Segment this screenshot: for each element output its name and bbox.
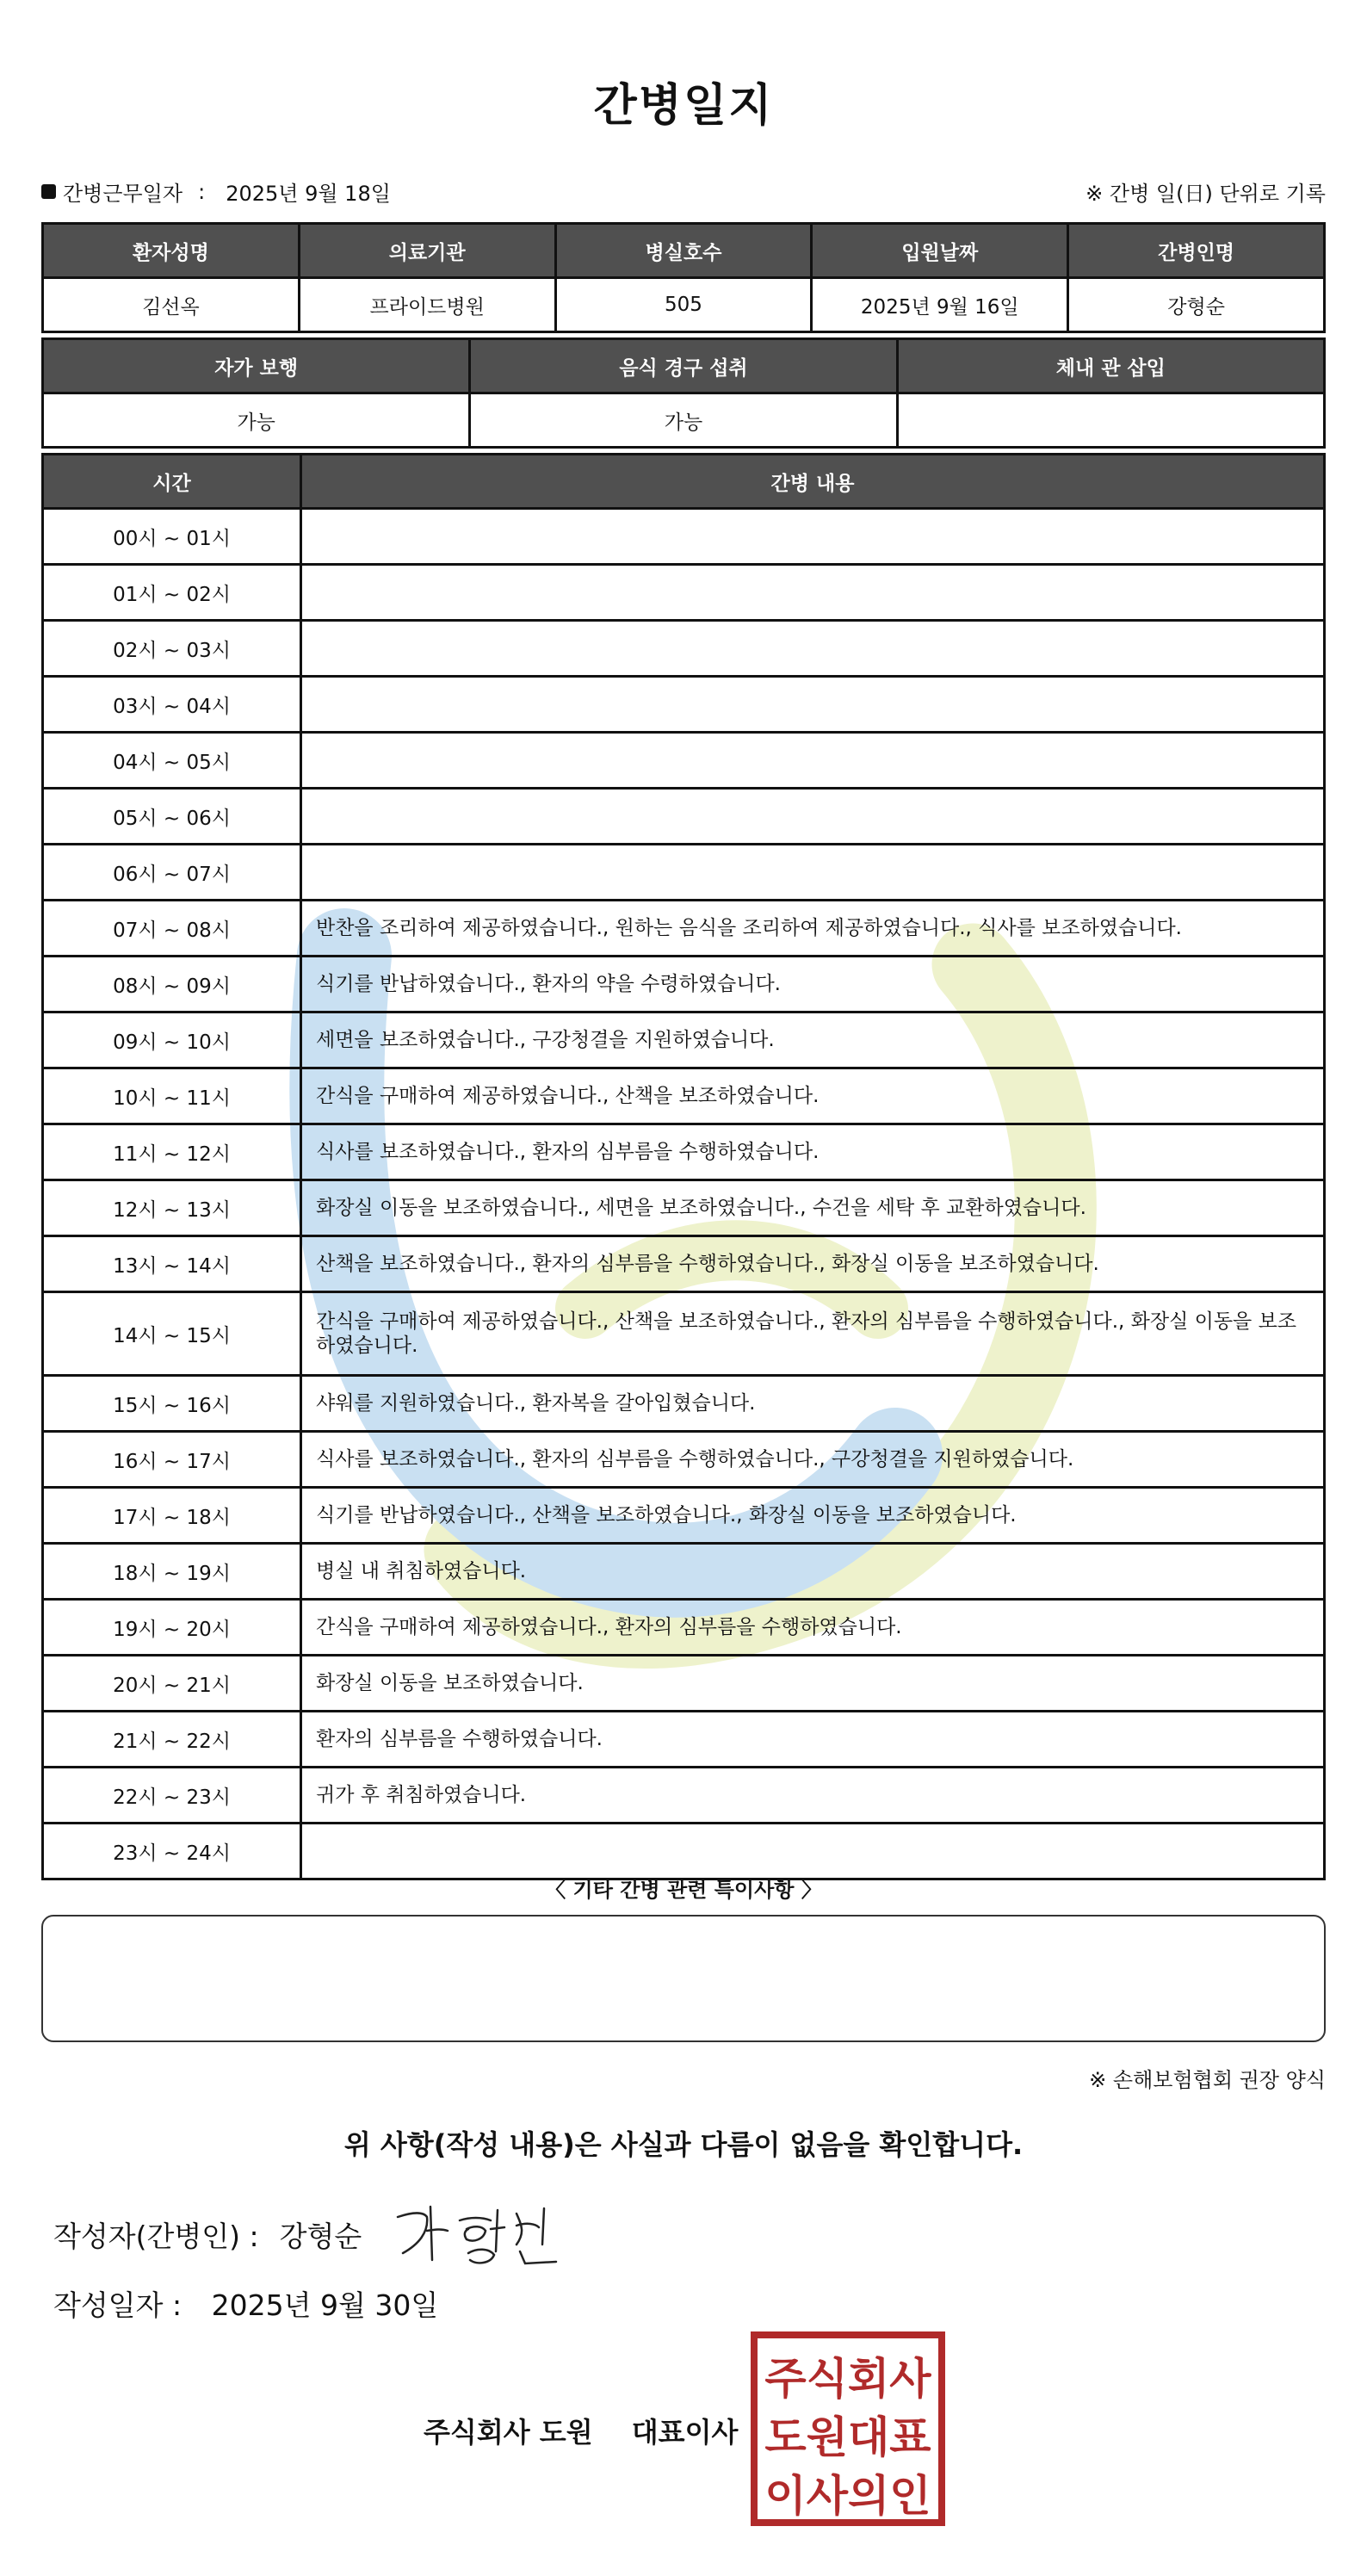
table-row <box>43 1488 1325 1544</box>
log-time: 14시 ~ 15시 <box>43 1292 301 1376</box>
log-content <box>301 733 1325 789</box>
log-content: 산책을 보조하였습니다., 환자의 심부름을 수행하였습니다., 화장실 이동을 보조하였습니다. <box>301 1236 1325 1292</box>
table-row <box>43 845 1325 901</box>
log-content: 간식을 구매하여 제공하였습니다., 산책을 보조하였습니다., 환자의 심부름을 수행하였습니다., 화장실 이동을 보조하였습니다. <box>301 1292 1325 1376</box>
table-row <box>43 1124 1325 1180</box>
work-date-colon: : <box>198 179 206 204</box>
table-row <box>43 565 1325 621</box>
hospital-value: 프라이드병원 <box>299 278 555 332</box>
table-row <box>43 1544 1325 1600</box>
patient-status-value-row <box>43 393 1325 448</box>
table-row <box>43 1180 1325 1236</box>
log-content <box>301 789 1325 845</box>
log-time: 01시 ~ 02시 <box>43 565 301 621</box>
table-row <box>43 1600 1325 1656</box>
table-row <box>43 509 1325 565</box>
notes-title: 〈 기타 간병 관련 특이사항 〉 <box>545 1878 822 1902</box>
square-bullet-icon <box>41 184 56 199</box>
table-row <box>43 1656 1325 1712</box>
header-hospital: 의료기관 <box>299 224 555 278</box>
patient-status-table <box>41 337 1326 449</box>
header-care-content: 간병 내용 <box>301 455 1325 509</box>
page-title: 간병일지 <box>593 80 774 132</box>
patient-info-header-row <box>43 224 1325 278</box>
log-time: 03시 ~ 04시 <box>43 677 301 733</box>
header-self-walking: 자가 보행 <box>43 339 470 393</box>
log-content: 식사를 보조하였습니다., 환자의 심부름을 수행하였습니다., 구강청결을 지원하였습니다. <box>301 1432 1325 1488</box>
log-content <box>301 677 1325 733</box>
table-row <box>43 1292 1325 1376</box>
log-time: 09시 ~ 10시 <box>43 1012 301 1068</box>
log-content <box>301 845 1325 901</box>
log-time: 08시 ~ 09시 <box>43 957 301 1012</box>
log-content: 식기를 반납하였습니다., 환자의 약을 수령하였습니다. <box>301 957 1325 1012</box>
log-content <box>301 565 1325 621</box>
log-time: 16시 ~ 17시 <box>43 1432 301 1488</box>
table-row <box>43 1712 1325 1768</box>
log-time: 23시 ~ 24시 <box>43 1824 301 1879</box>
writer-line <box>53 2214 362 2255</box>
log-time: 13시 ~ 14시 <box>43 1236 301 1292</box>
writer-name: 강형순 <box>279 2220 362 2253</box>
notes-box <box>41 1915 1326 2042</box>
log-time: 15시 ~ 16시 <box>43 1376 301 1432</box>
log-time: 05시 ~ 06시 <box>43 789 301 845</box>
header-oral-intake: 음식 경구 섭취 <box>470 339 897 393</box>
log-time: 21시 ~ 22시 <box>43 1712 301 1768</box>
work-date <box>41 176 391 207</box>
table-row <box>43 957 1325 1012</box>
company-rep: 대표이사 <box>631 2416 739 2449</box>
confirmation-statement: 위 사항(작성 내용)은 사실과 다름이 없음을 확인합니다. <box>343 2128 1024 2161</box>
header-patient-name: 환자성명 <box>43 224 300 278</box>
signature-icon <box>387 2191 560 2269</box>
written-date-label: 작성일자 : <box>53 2288 182 2322</box>
log-content: 환자의 심부름을 수행하였습니다. <box>301 1712 1325 1768</box>
table-row <box>43 1768 1325 1824</box>
log-time: 11시 ~ 12시 <box>43 1124 301 1180</box>
room-value: 505 <box>555 278 812 332</box>
patient-info-value-row <box>43 278 1325 332</box>
log-time: 10시 ~ 11시 <box>43 1068 301 1124</box>
seal-line-3: 이사의인 <box>764 2471 931 2521</box>
table-row <box>43 901 1325 957</box>
caregiver-value: 강형순 <box>1068 278 1325 332</box>
table-row <box>43 1432 1325 1488</box>
log-time: 00시 ~ 01시 <box>43 509 301 565</box>
admission-date-value: 2025년 9월 16일 <box>812 278 1068 332</box>
company-name: 주식회사 도원 <box>424 2416 593 2449</box>
header-tube-insertion: 체내 관 삽입 <box>897 339 1324 393</box>
header-time: 시간 <box>43 455 301 509</box>
written-date-value: 2025년 9월 30일 <box>211 2288 439 2322</box>
table-row <box>43 733 1325 789</box>
seal-line-2: 도원대표 <box>764 2412 931 2462</box>
header-caregiver: 간병인명 <box>1068 224 1325 278</box>
log-time: 22시 ~ 23시 <box>43 1768 301 1824</box>
table-row <box>43 789 1325 845</box>
company-seal-icon <box>751 2331 945 2526</box>
log-content: 식기를 반납하였습니다., 산책을 보조하였습니다., 화장실 이동을 보조하였습니다. <box>301 1488 1325 1544</box>
log-content <box>301 509 1325 565</box>
patient-status-header-row <box>43 339 1325 393</box>
log-content <box>301 621 1325 677</box>
log-content: 반찬을 조리하여 제공하였습니다., 원하는 음식을 조리하여 제공하였습니다., 식사를 보조하였습니다. <box>301 901 1325 957</box>
header-room: 병실호수 <box>555 224 812 278</box>
unit-note: ※ 간병 일(日) 단위로 기록 <box>1086 182 1326 206</box>
patient-name-value: 김선옥 <box>43 278 300 332</box>
log-content: 간식을 구매하여 제공하였습니다., 환자의 심부름을 수행하였습니다. <box>301 1600 1325 1656</box>
log-time: 07시 ~ 08시 <box>43 901 301 957</box>
log-content: 화장실 이동을 보조하였습니다., 세면을 보조하였습니다., 수건을 세탁 후 교환하였습니다. <box>301 1180 1325 1236</box>
table-row <box>43 677 1325 733</box>
header-admission-date: 입원날짜 <box>812 224 1068 278</box>
table-row <box>43 621 1325 677</box>
log-time: 18시 ~ 19시 <box>43 1544 301 1600</box>
company-line <box>424 2411 738 2450</box>
log-time: 19시 ~ 20시 <box>43 1600 301 1656</box>
log-time: 06시 ~ 07시 <box>43 845 301 901</box>
care-log-header-row <box>43 455 1325 509</box>
log-time: 17시 ~ 18시 <box>43 1488 301 1544</box>
log-time: 02시 ~ 03시 <box>43 621 301 677</box>
table-row <box>43 1012 1325 1068</box>
log-content: 식사를 보조하였습니다., 환자의 심부름을 수행하였습니다. <box>301 1124 1325 1180</box>
written-date-line <box>53 2283 438 2324</box>
seal-line-1: 주식회사 <box>764 2354 931 2404</box>
table-row <box>43 1068 1325 1124</box>
work-date-value: 2025년 9월 18일 <box>226 182 391 206</box>
care-log-table <box>41 453 1326 1880</box>
patient-info-table <box>41 222 1326 333</box>
log-content: 간식을 구매하여 제공하였습니다., 산책을 보조하였습니다. <box>301 1068 1325 1124</box>
writer-label: 작성자(간병인) : <box>53 2220 259 2253</box>
self-walking-value: 가능 <box>43 393 470 448</box>
log-time: 20시 ~ 21시 <box>43 1656 301 1712</box>
log-time: 12시 ~ 13시 <box>43 1180 301 1236</box>
work-date-label: 간병근무일자 <box>63 182 183 206</box>
log-time: 04시 ~ 05시 <box>43 733 301 789</box>
recommendation-note: ※ 손해보험협회 권장 양식 <box>1089 2068 1326 2092</box>
log-content <box>301 1824 1325 1879</box>
log-content: 귀가 후 취침하였습니다. <box>301 1768 1325 1824</box>
table-row <box>43 1376 1325 1432</box>
meta-row <box>41 176 1326 211</box>
tube-insertion-value <box>897 393 1324 448</box>
log-content: 샤워를 지원하였습니다., 환자복을 갈아입혔습니다. <box>301 1376 1325 1432</box>
table-row <box>43 1236 1325 1292</box>
log-content: 화장실 이동을 보조하였습니다. <box>301 1656 1325 1712</box>
table-row <box>43 1824 1325 1879</box>
log-content: 병실 내 취침하였습니다. <box>301 1544 1325 1600</box>
log-content: 세면을 보조하였습니다., 구강청결을 지원하였습니다. <box>301 1012 1325 1068</box>
oral-intake-value: 가능 <box>470 393 897 448</box>
